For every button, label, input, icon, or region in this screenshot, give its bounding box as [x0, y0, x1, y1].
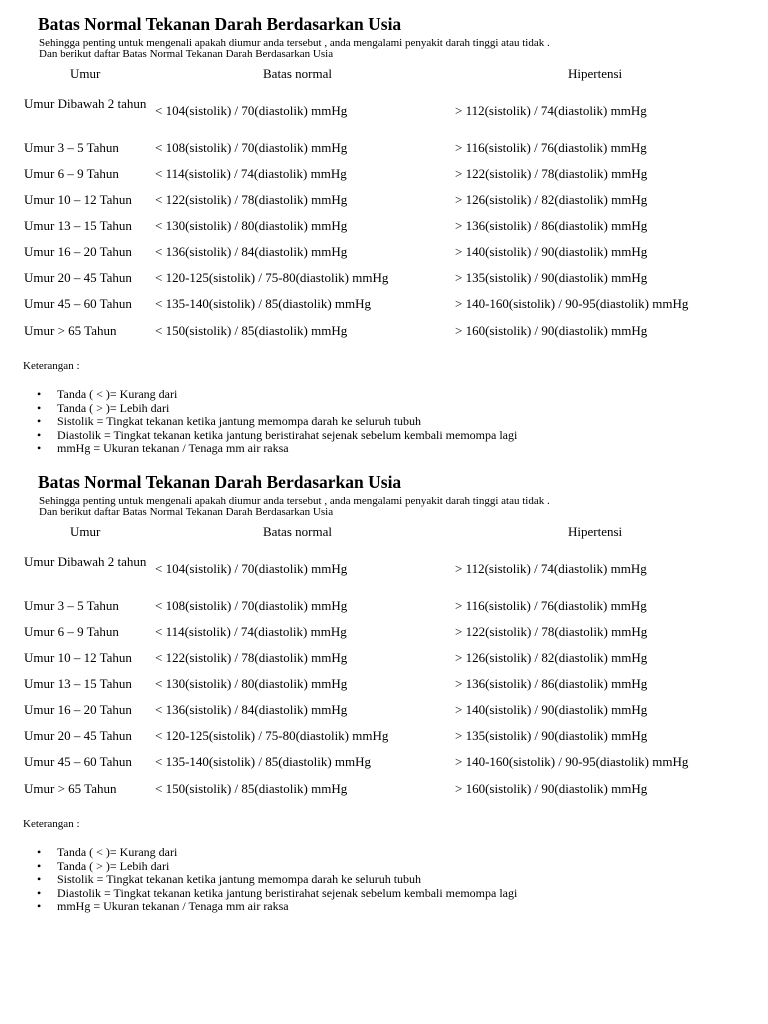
age-cell: Umur Dibawah 2 tahun — [24, 96, 147, 111]
list-item: • Tanda ( < )= Kurang dari — [37, 388, 517, 402]
age-cell: Umur 3 – 5 Tahun — [24, 598, 119, 613]
normal-cell: < 150(sistolik) / 85(diastolik) mmHg — [155, 323, 348, 338]
normal-cell: < 130(sistolik) / 80(diastolik) mmHg — [155, 676, 348, 691]
normal-cell: < 114(sistolik) / 74(diastolik) mmHg — [155, 166, 347, 181]
normal-cell: < 135-140(sistolik) / 85(diastolik) mmHg — [155, 296, 372, 311]
list-item: • Tanda ( < )= Kurang dari — [37, 846, 517, 860]
normal-cell: < 135-140(sistolik) / 85(diastolik) mmHg — [155, 754, 372, 769]
intro-text: Sehingga penting untuk mengenali apakah diumur anda tersebut , anda mengalami penyakit darah tinggi atau tidak . — [39, 495, 550, 507]
list-item: • Sistolik = Tingkat tekanan ketika jantung memompa darah ke seluruh tubuh — [37, 415, 517, 429]
hypertension-cell: > 136(sistolik) / 86(diastolik) mmHg — [455, 218, 648, 233]
hypertension-cell: > 116(sistolik) / 76(diastolik) mmHg — [455, 598, 647, 613]
age-cell: Umur Dibawah 2 tahun — [24, 554, 147, 569]
intro-text: Dan berikut daftar Batas Normal Tekanan Darah Berdasarkan Usia — [39, 506, 334, 518]
normal-cell: < 104(sistolik) / 70(diastolik) mmHg — [155, 103, 348, 118]
list-item: • mmHg = Ukuran tekanan / Tenaga mm air raksa — [37, 900, 517, 914]
age-cell: Umur 10 – 12 Tahun — [24, 650, 132, 665]
age-cell: Umur > 65 Tahun — [24, 323, 117, 338]
hypertension-cell: > 112(sistolik) / 74(diastolik) mmHg — [455, 561, 647, 576]
list-item: • mmHg = Ukuran tekanan / Tenaga mm air raksa — [37, 442, 517, 456]
hypertension-cell: > 140-160(sistolik) / 90-95(diastolik) mmHg — [455, 754, 689, 769]
column-header-normal: Batas normal — [263, 524, 332, 539]
age-cell: Umur 16 – 20 Tahun — [24, 702, 132, 717]
blood-pressure-section-1 — [0, 0, 768, 458]
hypertension-cell: > 122(sistolik) / 78(diastolik) mmHg — [455, 624, 648, 639]
column-header-normal: Batas normal — [263, 66, 332, 81]
normal-cell: < 136(sistolik) / 84(diastolik) mmHg — [155, 702, 348, 717]
age-cell: Umur > 65 Tahun — [24, 781, 117, 796]
age-cell: Umur 45 – 60 Tahun — [24, 754, 132, 769]
normal-cell: < 122(sistolik) / 78(diastolik) mmHg — [155, 650, 348, 665]
normal-cell: < 120-125(sistolik) / 75-80(diastolik) mmHg — [155, 728, 389, 743]
intro-text: Sehingga penting untuk mengenali apakah diumur anda tersebut , anda mengalami penyakit darah tinggi atau tidak . — [39, 37, 550, 49]
hypertension-cell: > 140(sistolik) / 90(diastolik) mmHg — [455, 244, 648, 259]
hypertension-cell: > 112(sistolik) / 74(diastolik) mmHg — [455, 103, 647, 118]
column-header-age: Umur — [70, 524, 101, 539]
list-item: • Tanda ( > )= Lebih dari — [37, 402, 517, 416]
notes-list — [37, 846, 517, 914]
blood-pressure-section-2 — [0, 458, 768, 916]
section-title: Batas Normal Tekanan Darah Berdasarkan Usia — [38, 472, 402, 492]
age-cell: Umur 3 – 5 Tahun — [24, 140, 119, 155]
normal-cell: < 122(sistolik) / 78(diastolik) mmHg — [155, 192, 348, 207]
hypertension-cell: > 126(sistolik) / 82(diastolik) mmHg — [455, 192, 648, 207]
hypertension-cell: > 126(sistolik) / 82(diastolik) mmHg — [455, 650, 648, 665]
hypertension-cell: > 135(sistolik) / 90(diastolik) mmHg — [455, 728, 648, 743]
hypertension-cell: > 140-160(sistolik) / 90-95(diastolik) mmHg — [455, 296, 689, 311]
list-item: • Diastolik = Tingkat tekanan ketika jantung beristirahat sejenak sebelum kembali memompa lagi — [37, 429, 517, 443]
normal-cell: < 108(sistolik) / 70(diastolik) mmHg — [155, 140, 348, 155]
normal-cell: < 104(sistolik) / 70(diastolik) mmHg — [155, 561, 348, 576]
column-header-age: Umur — [70, 66, 101, 81]
age-cell: Umur 10 – 12 Tahun — [24, 192, 132, 207]
normal-cell: < 108(sistolik) / 70(diastolik) mmHg — [155, 598, 348, 613]
notes-list — [37, 388, 517, 456]
hypertension-cell: > 140(sistolik) / 90(diastolik) mmHg — [455, 702, 648, 717]
normal-cell: < 120-125(sistolik) / 75-80(diastolik) mmHg — [155, 270, 389, 285]
notes-title: Keterangan : — [23, 818, 80, 830]
hypertension-cell: > 160(sistolik) / 90(diastolik) mmHg — [455, 323, 648, 338]
hypertension-cell: > 136(sistolik) / 86(diastolik) mmHg — [455, 676, 648, 691]
normal-cell: < 136(sistolik) / 84(diastolik) mmHg — [155, 244, 348, 259]
hypertension-cell: > 160(sistolik) / 90(diastolik) mmHg — [455, 781, 648, 796]
intro-text: Dan berikut daftar Batas Normal Tekanan Darah Berdasarkan Usia — [39, 48, 334, 60]
age-cell: Umur 6 – 9 Tahun — [24, 166, 119, 181]
age-cell: Umur 20 – 45 Tahun — [24, 270, 132, 285]
column-header-hypertension: Hipertensi — [568, 66, 623, 81]
list-item: • Tanda ( > )= Lebih dari — [37, 860, 517, 874]
normal-cell: < 114(sistolik) / 74(diastolik) mmHg — [155, 624, 347, 639]
age-cell: Umur 13 – 15 Tahun — [24, 218, 132, 233]
normal-cell: < 150(sistolik) / 85(diastolik) mmHg — [155, 781, 348, 796]
age-cell: Umur 45 – 60 Tahun — [24, 296, 132, 311]
age-cell: Umur 16 – 20 Tahun — [24, 244, 132, 259]
age-cell: Umur 20 – 45 Tahun — [24, 728, 132, 743]
age-cell: Umur 13 – 15 Tahun — [24, 676, 132, 691]
column-header-hypertension: Hipertensi — [568, 524, 623, 539]
age-cell: Umur 6 – 9 Tahun — [24, 624, 119, 639]
hypertension-cell: > 116(sistolik) / 76(diastolik) mmHg — [455, 140, 647, 155]
list-item: • Sistolik = Tingkat tekanan ketika jantung memompa darah ke seluruh tubuh — [37, 873, 517, 887]
hypertension-cell: > 122(sistolik) / 78(diastolik) mmHg — [455, 166, 648, 181]
list-item: • Diastolik = Tingkat tekanan ketika jantung beristirahat sejenak sebelum kembali memompa lagi — [37, 887, 517, 901]
notes-title: Keterangan : — [23, 360, 80, 372]
hypertension-cell: > 135(sistolik) / 90(diastolik) mmHg — [455, 270, 648, 285]
section-title: Batas Normal Tekanan Darah Berdasarkan Usia — [38, 14, 402, 34]
normal-cell: < 130(sistolik) / 80(diastolik) mmHg — [155, 218, 348, 233]
